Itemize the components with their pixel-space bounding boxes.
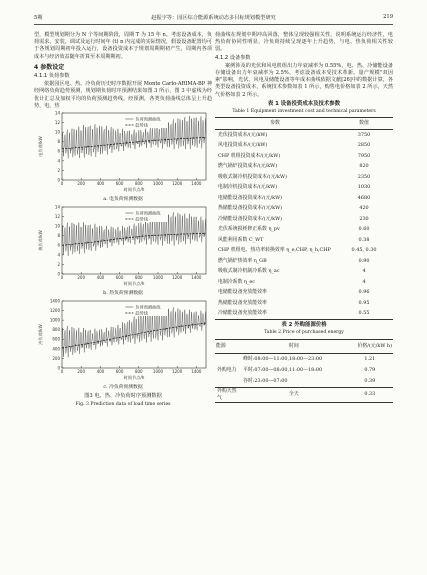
y-tick-label: 8 — [57, 139, 60, 145]
table1-param-cell: CHP 机组电、热功率转换效率 η_e,CHP, η_h,CHP — [218, 247, 331, 254]
table1-param-cell: CHP 机组投资成本/(元/kW) — [218, 152, 281, 159]
x-tick-label: 600 — [115, 275, 124, 281]
x-tick-label: 0 — [60, 181, 64, 187]
x-tick-label: 200 — [77, 275, 86, 281]
table1-param-cell: 电储能设备充放能效率 — [218, 289, 267, 296]
y-tick-label: 10 — [54, 129, 60, 135]
table2-time-cell: 谷时:23:00—07:00 — [243, 377, 288, 384]
table-row — [215, 193, 393, 204]
x-tick-label: 400 — [96, 275, 105, 281]
table1-value-cell: 0.90 — [358, 257, 370, 264]
legend-label-trend: 趋势线 — [135, 122, 148, 128]
y-tick-label: 1000 — [49, 317, 60, 323]
table1-param-cell: 电储能设备投资成本/(元/kW) — [218, 194, 283, 201]
legend-label-trend: 趋势线 — [135, 310, 148, 316]
y-tick-label: 8 — [57, 233, 60, 239]
table2-gas-label: 外购天然气 — [215, 387, 241, 402]
y-axis-label: 冷负荷/kW — [38, 324, 43, 346]
table1-title: 表 1 设备投资成本及技术参数 — [267, 100, 341, 107]
x-tick-label: 0 — [60, 275, 64, 281]
table2-header-price: 价格/(元/kW h) — [347, 339, 393, 353]
table2-title-en: Table 2 Price of purchased energy — [264, 330, 344, 336]
chart-heat-load — [34, 204, 212, 297]
table1-param-cell: 光伏系统损耗修正系数 η_pv — [218, 226, 280, 233]
table-row — [215, 267, 393, 278]
x-axis-label: 时间节点/h — [123, 281, 145, 287]
y-tick-label: 12 — [54, 214, 60, 220]
x-tick-label: 1400 — [191, 181, 202, 187]
table1-header-value: 数值 — [335, 118, 393, 130]
table1-value-cell: 3750 — [357, 131, 371, 138]
x-tick-label: 1200 — [172, 369, 183, 375]
y-tick-label: 800 — [52, 327, 60, 333]
table-row — [215, 151, 393, 162]
table1-value-cell: 4 — [362, 268, 366, 275]
table1-param-cell: 光伏投资成本/(元/kW) — [218, 131, 268, 138]
y-tick-label: 14 — [54, 204, 60, 210]
x-tick-label: 1400 — [191, 275, 202, 281]
table1-header-param: 参数 — [215, 118, 335, 130]
table1-param-cell: 吸收式制冷机投资成本/(元/kW) — [218, 173, 287, 180]
x-tick-label: 800 — [134, 369, 143, 375]
x-tick-label: 800 — [134, 275, 143, 281]
y-tick-label: 0 — [57, 365, 60, 371]
table-row — [215, 309, 393, 320]
table2-time-cell: 平时:07:00—08:00,11:00—18:00 — [243, 366, 323, 373]
table1-param-cell: 燃气锅炉投资成本/(元/kW) — [218, 163, 278, 170]
running-title: 赵振宇等：园区综合能源系统动态多目标规划模型研究 — [151, 15, 276, 21]
y-tick-label: 0 — [57, 271, 60, 277]
x-tick-label: 200 — [77, 369, 86, 375]
table1-value-cell: 0.45, 0.30 — [351, 247, 377, 254]
legend-label-forecast: 负荷预测曲线 — [135, 116, 161, 122]
x-axis-label: 时间节点/h — [123, 187, 145, 193]
x-tick-label: 600 — [115, 369, 124, 375]
y-tick-label: 1400 — [49, 298, 60, 304]
y-tick-label: 200 — [52, 356, 60, 362]
table1-param-cell: 吸收式制冷机制冷系数 η_ac — [218, 268, 280, 275]
table2-price-cell: 0.39 — [364, 377, 376, 384]
table2-header-energy: 能源 — [215, 339, 241, 353]
y-tick-label: 6 — [57, 242, 60, 248]
y-tick-label: 0 — [57, 177, 60, 183]
table1-param-cell: 冷储能设备充放能效率 — [215, 309, 335, 320]
table1-value-cell: 4 — [362, 278, 366, 285]
x-tick-label: 1000 — [152, 181, 164, 187]
right-column — [215, 32, 393, 403]
x-tick-label: 1400 — [191, 369, 202, 375]
y-tick-label: 1200 — [49, 308, 60, 314]
table-row — [215, 256, 393, 267]
table-row — [215, 277, 393, 288]
x-tick-label: 1000 — [152, 275, 164, 281]
y-tick-label: 6 — [57, 148, 60, 154]
table-row — [215, 387, 393, 402]
y-tick-label: 2 — [57, 167, 60, 173]
table1-param-cell: 风能利用系数 C_WT — [218, 236, 264, 243]
table1-param-cell: 燃气锅炉热效率 η_GB — [218, 257, 267, 264]
table1-value-cell: 230 — [359, 215, 369, 222]
table1-value-cell: 7950 — [357, 152, 371, 159]
legend-label-forecast: 负荷预测曲线 — [135, 210, 161, 216]
table1-param-cell: 热储能设备投资成本/(元/kW) — [218, 205, 283, 212]
y-tick-label: 14 — [54, 110, 60, 116]
subsection-heading-411: 4.1.1 负荷参数 — [34, 73, 70, 80]
left-column — [34, 32, 212, 408]
section-heading-4: 4 参数设定 — [34, 63, 65, 71]
y-tick-label: 12 — [54, 120, 60, 126]
table2-group-label: 外购电力 — [217, 366, 237, 373]
table-row — [215, 130, 393, 141]
x-tick-label: 1200 — [172, 181, 183, 187]
table-row — [215, 141, 393, 152]
chart-caption-a: a. 电负荷预测数据 — [103, 197, 143, 203]
table1-param-cell: 冷储能设备投资成本/(元/kW) — [218, 215, 283, 222]
x-tick-label: 600 — [115, 181, 124, 187]
subsection-heading-412: 4.1.2 设备参数 — [215, 54, 251, 61]
table-row — [215, 365, 393, 376]
x-axis-label: 时间节点/h — [123, 375, 145, 381]
table1-param-cell: 风电投资成本/(元/kW) — [218, 142, 268, 149]
x-tick-label: 200 — [77, 181, 86, 187]
table2-header-time: 时间 — [241, 339, 347, 353]
chart-caption-b: b. 热负荷预测数据 — [103, 291, 143, 297]
table-row — [215, 246, 393, 257]
load-params-paragraph: 依据园区电、热、冷负荷历史时序数据开展 Monte Carlo-ARIMA-BP 神经网络负荷趋势预测，规划期负荷时序预测结果如图 3 所示，图 3 中虚线为经优计汇总及加权平均的负荷预测趋势线。经预测，各类负荷曲线总体呈上升趋势，电、热 — [34, 81, 212, 109]
table1-value-cell: 0.96 — [358, 289, 370, 296]
table-row — [215, 376, 393, 388]
table-row — [215, 183, 393, 194]
chart-electric-load — [34, 110, 212, 203]
table1-value-cell: 1030 — [357, 184, 371, 191]
y-tick-label: 600 — [52, 337, 60, 343]
table1-value-cell: 0.55 — [335, 309, 393, 320]
x-tick-label: 1200 — [172, 275, 183, 281]
table2-time-cell: 峰时:08:00—11:00,18:00—23:00 — [243, 355, 323, 362]
chart-cooling-load — [34, 298, 212, 391]
table1-title-en: Table 1 Equipment investment cost and technical parameters — [232, 109, 376, 115]
table1-value-cell: 820 — [359, 163, 369, 170]
table-row — [215, 214, 393, 225]
x-tick-label: 400 — [96, 369, 105, 375]
page-number: 219 — [383, 14, 393, 20]
table-row — [215, 204, 393, 215]
table2-price-cell: 1.21 — [364, 355, 376, 362]
equipment-table — [215, 117, 393, 320]
load-trend-paragraph: 荷曲线在规划中期冲高回落，整体呈现较强相关性，说明系统运行经济性，电热负荷协同性明显，冷负荷持续呈现逐年上升趋势，与电、热负荷相关性较弱。 — [215, 32, 393, 53]
energy-price-table — [215, 339, 393, 403]
table-row — [215, 288, 393, 299]
issue-number: 5期 — [34, 15, 43, 21]
table1-param-cell: 电制冷机投资成本/(元/kW) — [218, 184, 278, 191]
table1-value-cell: 0.38 — [358, 236, 370, 243]
table1-param-cell: 热储能设备充放能效率 — [218, 299, 267, 306]
intro-paragraph: 型，模型规划期分为 N 个等间期阶段，周期 T 为 15 年 n。考虑设备成本，负荷需求，安装，调试及运行时间年 (t) n 内完成的实际情况，假设设备配置均可于各规划周期初年投入运行，设备投资成本于规划周期期初产生，周期内各项成本与经济效益随年折算至本周期期初。 — [34, 32, 212, 60]
table1-value-cell: 0.60 — [358, 226, 370, 233]
y-axis-label: 电负荷/kW — [38, 136, 43, 157]
y-tick-label: 4 — [57, 158, 60, 164]
y-tick-label: 4 — [57, 252, 60, 258]
table1-param-cell: 电制冷系数 η_ec — [218, 278, 256, 285]
y-tick-label: 400 — [52, 346, 60, 352]
x-tick-label: 800 — [134, 181, 143, 187]
y-tick-label: 10 — [54, 223, 60, 229]
x-tick-label: 0 — [60, 369, 64, 375]
table1-value-cell: 2850 — [357, 142, 371, 149]
table-row — [215, 225, 393, 236]
table2-gas-time: 全天 — [241, 387, 347, 402]
table1-value-cell: 4680 — [357, 194, 371, 201]
x-tick-label: 1000 — [152, 369, 164, 375]
table1-value-cell: 0.95 — [358, 299, 370, 306]
y-tick-label: 2 — [57, 262, 60, 268]
equipment-params-paragraph: 案例涉及的光伏和风电机组出力年衰减率为 0.55%，电、热、冷储能设备存储设备出力年衰减率为 2.5%。考虑设备成本受技术革新、量产规模"双因素"影响，光伏、风电及储能设备等年成本曲线依据文献[26]中的数据计算，各类型设备投资成本，系统技术参数如表 1 所示，购售电价格如表 2 所示，天然气价格如表 2 所示。 — [215, 62, 393, 98]
table-row — [215, 353, 393, 365]
table2-gas-price: 0.33 — [347, 387, 393, 402]
page-header — [34, 14, 393, 25]
x-tick-label: 400 — [96, 181, 105, 187]
legend-label-trend: 趋势线 — [135, 216, 148, 222]
table2-title: 表 2 外购能源价格 — [281, 322, 327, 329]
chart-caption-c: c. 冷负荷预测数据 — [103, 385, 143, 391]
table-row — [215, 162, 393, 173]
y-axis-label: 热负荷/kW — [38, 230, 43, 252]
figure-caption: 图3 电、热、冷负荷时序预测数据 — [84, 392, 162, 399]
legend-label-forecast: 负荷预测曲线 — [135, 304, 161, 310]
table-row — [215, 172, 393, 183]
figure-caption-en: Fig. 3 Prediction data of load time series — [75, 401, 171, 407]
table2-price-cell: 0.79 — [364, 366, 376, 373]
table1-value-cell: 2350 — [357, 173, 371, 180]
table-row — [215, 235, 393, 246]
table1-value-cell: 420 — [359, 205, 369, 212]
table-row — [215, 298, 393, 309]
